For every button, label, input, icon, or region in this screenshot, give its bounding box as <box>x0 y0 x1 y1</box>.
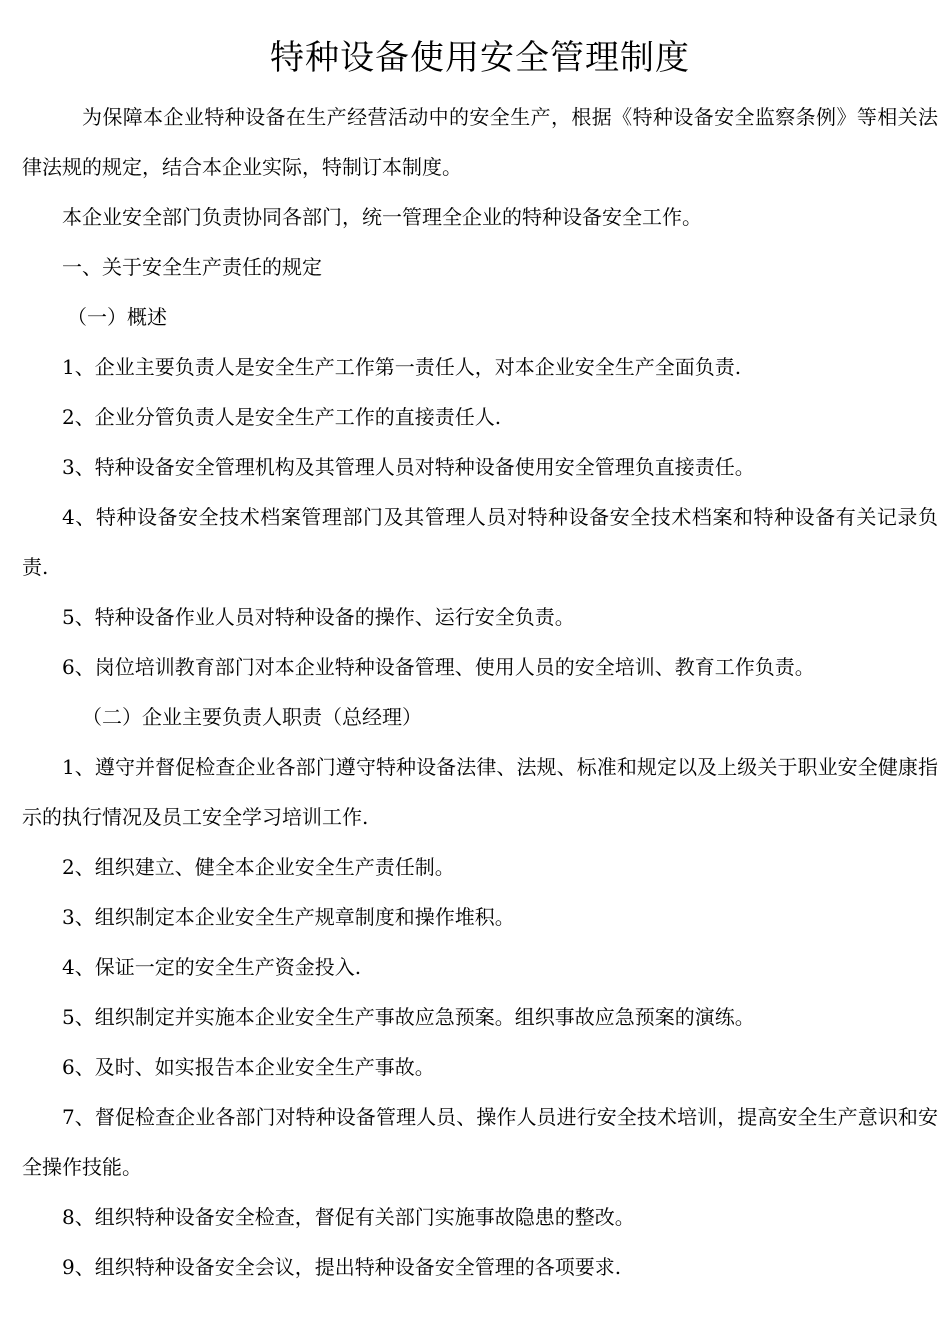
list-item: 6、及时、如实报告本企业安全生产事故。 <box>62 1055 435 1079</box>
section-heading-1: 一、关于安全生产责任的规定 <box>62 255 322 279</box>
document-title: 特种设备使用安全管理制度 <box>270 38 690 78</box>
subsection-heading-overview: （一）概述 <box>67 305 167 329</box>
list-item: 5、特种设备作业人员对特种设备的操作、运行安全负责。 <box>62 605 575 629</box>
list-item: 5、组织制定并实施本企业安全生产事故应急预案。组织事故应急预案的演练。 <box>62 1005 755 1029</box>
list-item: 6、岗位培训教育部门对本企业特种设备管理、使用人员的安全培训、教育工作负责。 <box>62 655 815 679</box>
subsection-heading-principal-duties: （二）企业主要负责人职责（总经理） <box>82 705 422 729</box>
paragraph-responsibility: 本企业安全部门负责协同各部门，统一管理全企业的特种设备安全工作。 <box>62 205 702 229</box>
list-item: 1、遵守并督促检查企业各部门遵守特种设备法律、法规、标准和规定以及上级关于职业安全健康指示的执行情况及员工安全学习培训工作. <box>22 755 938 829</box>
list-item: 2、企业分管负责人是安全生产工作的直接责任人. <box>62 405 502 429</box>
list-item: 3、特种设备安全管理机构及其管理人员对特种设备使用安全管理负直接责任。 <box>62 455 755 479</box>
paragraph-intro: 为保障本企业特种设备在生产经营活动中的安全生产，根据《特种设备安全监察条例》等相关法律法规的规定，结合本企业实际，特制订本制度。 <box>22 105 938 179</box>
list-item: 4、保证一定的安全生产资金投入. <box>62 955 362 979</box>
list-item: 7、督促检查企业各部门对特种设备管理人员、操作人员进行安全技术培训，提高安全生产意识和安全操作技能。 <box>22 1105 938 1179</box>
list-item: 4、特种设备安全技术档案管理部门及其管理人员对特种设备安全技术档案和特种设备有关记录负责. <box>22 505 938 579</box>
list-item: 8、组织特种设备安全检查，督促有关部门实施事故隐患的整改。 <box>62 1205 635 1229</box>
list-item: 9、组织特种设备安全会议，提出特种设备安全管理的各项要求. <box>62 1255 622 1279</box>
list-item: 1、企业主要负责人是安全生产工作第一责任人，对本企业安全生产全面负责. <box>62 355 742 379</box>
list-item: 2、组织建立、健全本企业安全生产责任制。 <box>62 855 455 879</box>
list-item: 3、组织制定本企业安全生产规章制度和操作堆积。 <box>62 905 515 929</box>
